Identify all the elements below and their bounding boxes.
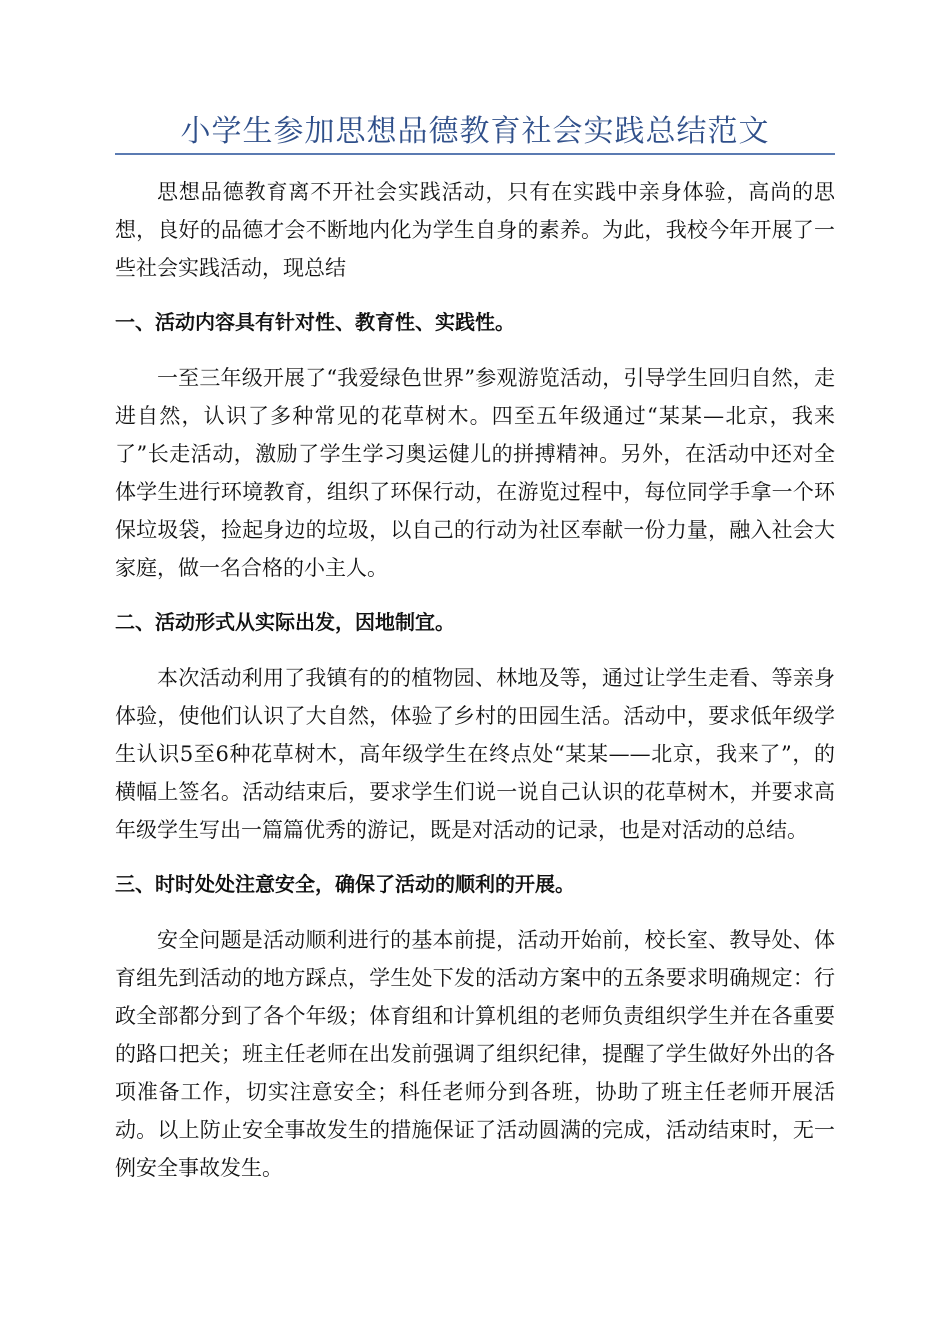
- section-heading-3: 三、时时处处注意安全，确保了活动的顺利的开展。: [115, 872, 575, 896]
- title-underline: [115, 153, 835, 155]
- section-heading-2: 二、活动形式从实际出发，因地制宜。: [115, 610, 455, 634]
- section-paragraph-3: 安全问题是活动顺利进行的基本前提，活动开始前，校长室、教导处、体育组先到活动的地方踩点，学生处下发的活动方案中的五条要求明确规定：行政全部都分到了各个年级；体育组和计算机组的老师负责组织学生并在各重要的路口把关；班主任老师在出发前强调了组织纪律，提醒了学生做好外出的各项准备工作，切实注意安全；科任老师分到各班，协助了班主任老师开展活动。以上防止安全事故发生的措施保证了活动圆满的完成，活动结束时，无一例安全事故发生。: [115, 928, 835, 1180]
- document-title: 小学生参加思想品德教育社会实践总结范文: [180, 114, 770, 149]
- document-body: [115, 173, 835, 1187]
- section-heading-1: 一、活动内容具有针对性、教育性、实践性。: [115, 310, 515, 334]
- section-paragraph-2: 本次活动利用了我镇有的的植物园、林地及等，通过让学生走看、等亲身体验，使他们认识了大自然，体验了乡村的田园生活。活动中，要求低年级学生认识5至6种花草树木，高年级学生在终点处“某某——北京，我来了”，的横幅上签名。活动结束后，要求学生们说一说自己认识的花草树木，并要求高年级学生写出一篇篇优秀的游记，既是对活动的记录，也是对活动的总结。: [115, 666, 835, 842]
- section-paragraph-1: 一至三年级开展了“我爱绿色世界”参观游览活动，引导学生回归自然，走进自然，认识了多种常见的花草树木。四至五年级通过“某某—北京，我来了”长走活动，激励了学生学习奥运健儿的拼搏精神。另外，在活动中还对全体学生进行环境教育，组织了环保行动，在游览过程中，每位同学手拿一个环保垃圾袋，捡起身边的垃圾，以自己的行动为社区奉献一份力量，融入社会大家庭，做一名合格的小主人。: [115, 366, 835, 580]
- intro-paragraph: 思想品德教育离不开社会实践活动，只有在实践中亲身体验，高尚的思想，良好的品德才会不断地内化为学生自身的素养。为此，我校今年开展了一些社会实践活动，现总结: [115, 180, 835, 280]
